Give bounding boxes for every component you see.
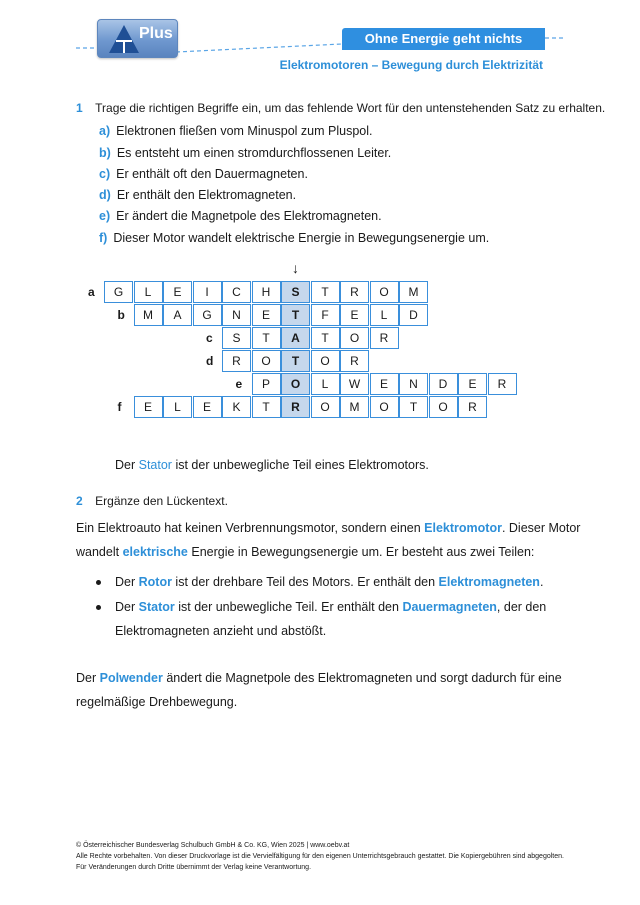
clue-e bbox=[99, 209, 382, 223]
text: Ein Elektroauto hat keinen Verbrennungsmotor, sondern einen bbox=[76, 521, 425, 535]
grid-cell: O bbox=[429, 396, 458, 418]
paragraph2-line2: regelmäßige Drehbewegung. bbox=[76, 695, 238, 709]
clue-text: Dieser Motor wandelt elektrische Energie in Bewegungsenergie um. bbox=[113, 231, 490, 245]
grid-cell: E bbox=[193, 396, 222, 418]
grid-cell: A bbox=[163, 304, 192, 326]
bullet-dot bbox=[96, 580, 101, 585]
task1-instruction: Trage die richtigen Begriffe ein, um das fehlende Wort für den untenstehenden Satz zu erhalten. bbox=[95, 101, 606, 115]
grid-cell: O bbox=[311, 350, 340, 372]
grid-cell: O bbox=[311, 396, 340, 418]
footer-copyright: © Österreichischer Bundesverlag Schulbuch GmbH & Co. KG, Wien 2025 | www.oebv.at bbox=[76, 842, 350, 849]
grid-cell: G bbox=[193, 304, 222, 326]
solution-arrow-icon: ↓ bbox=[292, 260, 299, 276]
clue-letter: d) bbox=[99, 188, 111, 202]
grid-cell: T bbox=[252, 327, 281, 349]
grid-cell: O bbox=[370, 281, 399, 303]
row-label-e: e bbox=[235, 377, 243, 391]
footer bbox=[76, 840, 564, 873]
grid-cell: P bbox=[252, 373, 281, 395]
grid-cell: E bbox=[134, 396, 163, 418]
clue-letter: c) bbox=[99, 167, 111, 181]
grid-cell: D bbox=[429, 373, 458, 395]
solution-cell: R bbox=[281, 396, 310, 418]
publisher-logo bbox=[97, 19, 178, 58]
answer-rotor: Rotor bbox=[138, 575, 172, 589]
task2-number: 2 bbox=[76, 494, 83, 508]
grid-cell: M bbox=[340, 396, 369, 418]
grid-cell: O bbox=[370, 396, 399, 418]
grid-cell: F bbox=[311, 304, 340, 326]
clue-text: Er ändert die Magnetpole des Elektromagneten. bbox=[116, 209, 382, 223]
clue-text: Er enthält den Elektromagneten. bbox=[116, 188, 297, 202]
task1-heading bbox=[76, 99, 605, 117]
solution-cell: T bbox=[281, 304, 310, 326]
grid-cell: G bbox=[104, 281, 133, 303]
text: Der bbox=[115, 575, 139, 589]
grid-cell: T bbox=[252, 396, 281, 418]
logo-text: Plus bbox=[139, 25, 173, 42]
clue-text: Elektronen fließen vom Minuspol zum Pluspol. bbox=[116, 124, 373, 138]
grid-cell: L bbox=[311, 373, 340, 395]
text: Der bbox=[76, 671, 100, 685]
grid-cell: R bbox=[340, 350, 369, 372]
row-label-b: b bbox=[117, 308, 125, 322]
clue-letter: e) bbox=[99, 209, 111, 223]
paragraph2-line1 bbox=[76, 671, 562, 685]
text: Energie in Bewegungsenergie um. Er besteht aus zwei Teilen: bbox=[187, 545, 535, 559]
grid-cell: T bbox=[311, 281, 340, 303]
grid-cell: L bbox=[370, 304, 399, 326]
grid-cell: C bbox=[222, 281, 251, 303]
text: , der den bbox=[496, 600, 547, 614]
grid-cell: H bbox=[252, 281, 281, 303]
grid-cell: E bbox=[163, 281, 192, 303]
bullet2-line2: Elektromagneten anzieht und abstößt. bbox=[115, 624, 327, 638]
task1-number: 1 bbox=[76, 101, 83, 115]
grid-cell: T bbox=[311, 327, 340, 349]
grid-cell: R bbox=[370, 327, 399, 349]
grid-cell: N bbox=[399, 373, 428, 395]
triangle-logo-icon bbox=[108, 24, 140, 54]
row-label-d: d bbox=[206, 354, 214, 368]
row-label-c: c bbox=[206, 331, 213, 345]
answer-polwender: Polwender bbox=[99, 671, 163, 685]
grid-cell: O bbox=[252, 350, 281, 372]
solution-word: Stator bbox=[138, 458, 172, 472]
answer-dauermagneten: Dauermagneten bbox=[402, 600, 497, 614]
clue-c bbox=[99, 167, 308, 181]
grid-cell: E bbox=[370, 373, 399, 395]
text: . Dieser Motor bbox=[501, 521, 581, 535]
grid-cell: E bbox=[340, 304, 369, 326]
grid-cell: R bbox=[488, 373, 517, 395]
clue-letter: f) bbox=[99, 231, 108, 245]
clue-letter: b) bbox=[99, 146, 111, 160]
answer-elektrische: elektrische bbox=[122, 545, 188, 559]
grid-cell: R bbox=[222, 350, 251, 372]
paragraph1-line2 bbox=[76, 545, 534, 559]
grid-cell: M bbox=[399, 281, 428, 303]
task2-heading bbox=[76, 492, 228, 510]
grid-cell: L bbox=[134, 281, 163, 303]
clue-a bbox=[99, 124, 373, 138]
solution-cell: T bbox=[281, 350, 310, 372]
grid-cell: L bbox=[163, 396, 192, 418]
footer-disclaimer: Für Veränderungen durch Dritte übernimmt der Verlag keine Verantwortung. bbox=[76, 864, 312, 871]
footer-rights: Alle Rechte vorbehalten. Von dieser Druckvorlage ist die Vervielfältigung für den eigenen Unterrichtsgebrauch gestattet. Die Kopiergebühren sind abgegolten. bbox=[76, 853, 564, 860]
bullet2-line1 bbox=[115, 600, 546, 614]
bullet-dot bbox=[96, 605, 101, 610]
row-label-f: f bbox=[117, 400, 122, 414]
solution-sentence bbox=[115, 458, 429, 472]
clue-b bbox=[99, 146, 391, 160]
clue-text: Es entsteht um einen stromdurchflossenen Leiter. bbox=[116, 146, 392, 160]
text: . bbox=[539, 575, 544, 589]
text: wandelt bbox=[76, 545, 123, 559]
solution-post: ist der unbewegliche Teil eines Elektromotors. bbox=[171, 458, 429, 472]
paragraph1-line1 bbox=[76, 521, 580, 535]
row-label-a: a bbox=[88, 285, 95, 299]
clue-d bbox=[99, 188, 296, 202]
solution-cell: O bbox=[281, 373, 310, 395]
answer-elektromagneten: Elektromagneten bbox=[438, 575, 540, 589]
grid-cell: T bbox=[399, 396, 428, 418]
text: ist der unbewegliche Teil. Er enthält den bbox=[174, 600, 403, 614]
grid-cell: D bbox=[399, 304, 428, 326]
text: ist der drehbare Teil des Motors. Er enthält den bbox=[171, 575, 439, 589]
solution-cell: S bbox=[281, 281, 310, 303]
clue-letter: a) bbox=[99, 124, 111, 138]
grid-cell: E bbox=[458, 373, 487, 395]
solution-pre: Der bbox=[115, 458, 139, 472]
text: ändert die Magnetpole des Elektromagneten und sorgt dadurch für eine bbox=[162, 671, 562, 685]
grid-cell: E bbox=[252, 304, 281, 326]
grid-cell: W bbox=[340, 373, 369, 395]
grid-cell: R bbox=[458, 396, 487, 418]
answer-stator: Stator bbox=[138, 600, 175, 614]
solution-cell: A bbox=[281, 327, 310, 349]
grid-cell: K bbox=[222, 396, 251, 418]
answer-elektromotor: Elektromotor bbox=[424, 521, 502, 535]
grid-cell: N bbox=[222, 304, 251, 326]
chapter-title: Ohne Energie geht nichts bbox=[342, 28, 545, 50]
grid-cell: M bbox=[134, 304, 163, 326]
grid-cell: I bbox=[193, 281, 222, 303]
grid-cell: R bbox=[340, 281, 369, 303]
grid-cell: O bbox=[340, 327, 369, 349]
clue-f bbox=[99, 231, 489, 245]
bullet1-text bbox=[115, 575, 543, 589]
grid-cell: S bbox=[222, 327, 251, 349]
text: Der bbox=[115, 600, 139, 614]
section-subtitle: Elektromotoren – Bewegung durch Elektrizität bbox=[279, 58, 543, 72]
task2-instruction: Ergänze den Lückentext. bbox=[95, 494, 228, 508]
clue-text: Er enthält oft den Dauermagneten. bbox=[116, 167, 308, 181]
